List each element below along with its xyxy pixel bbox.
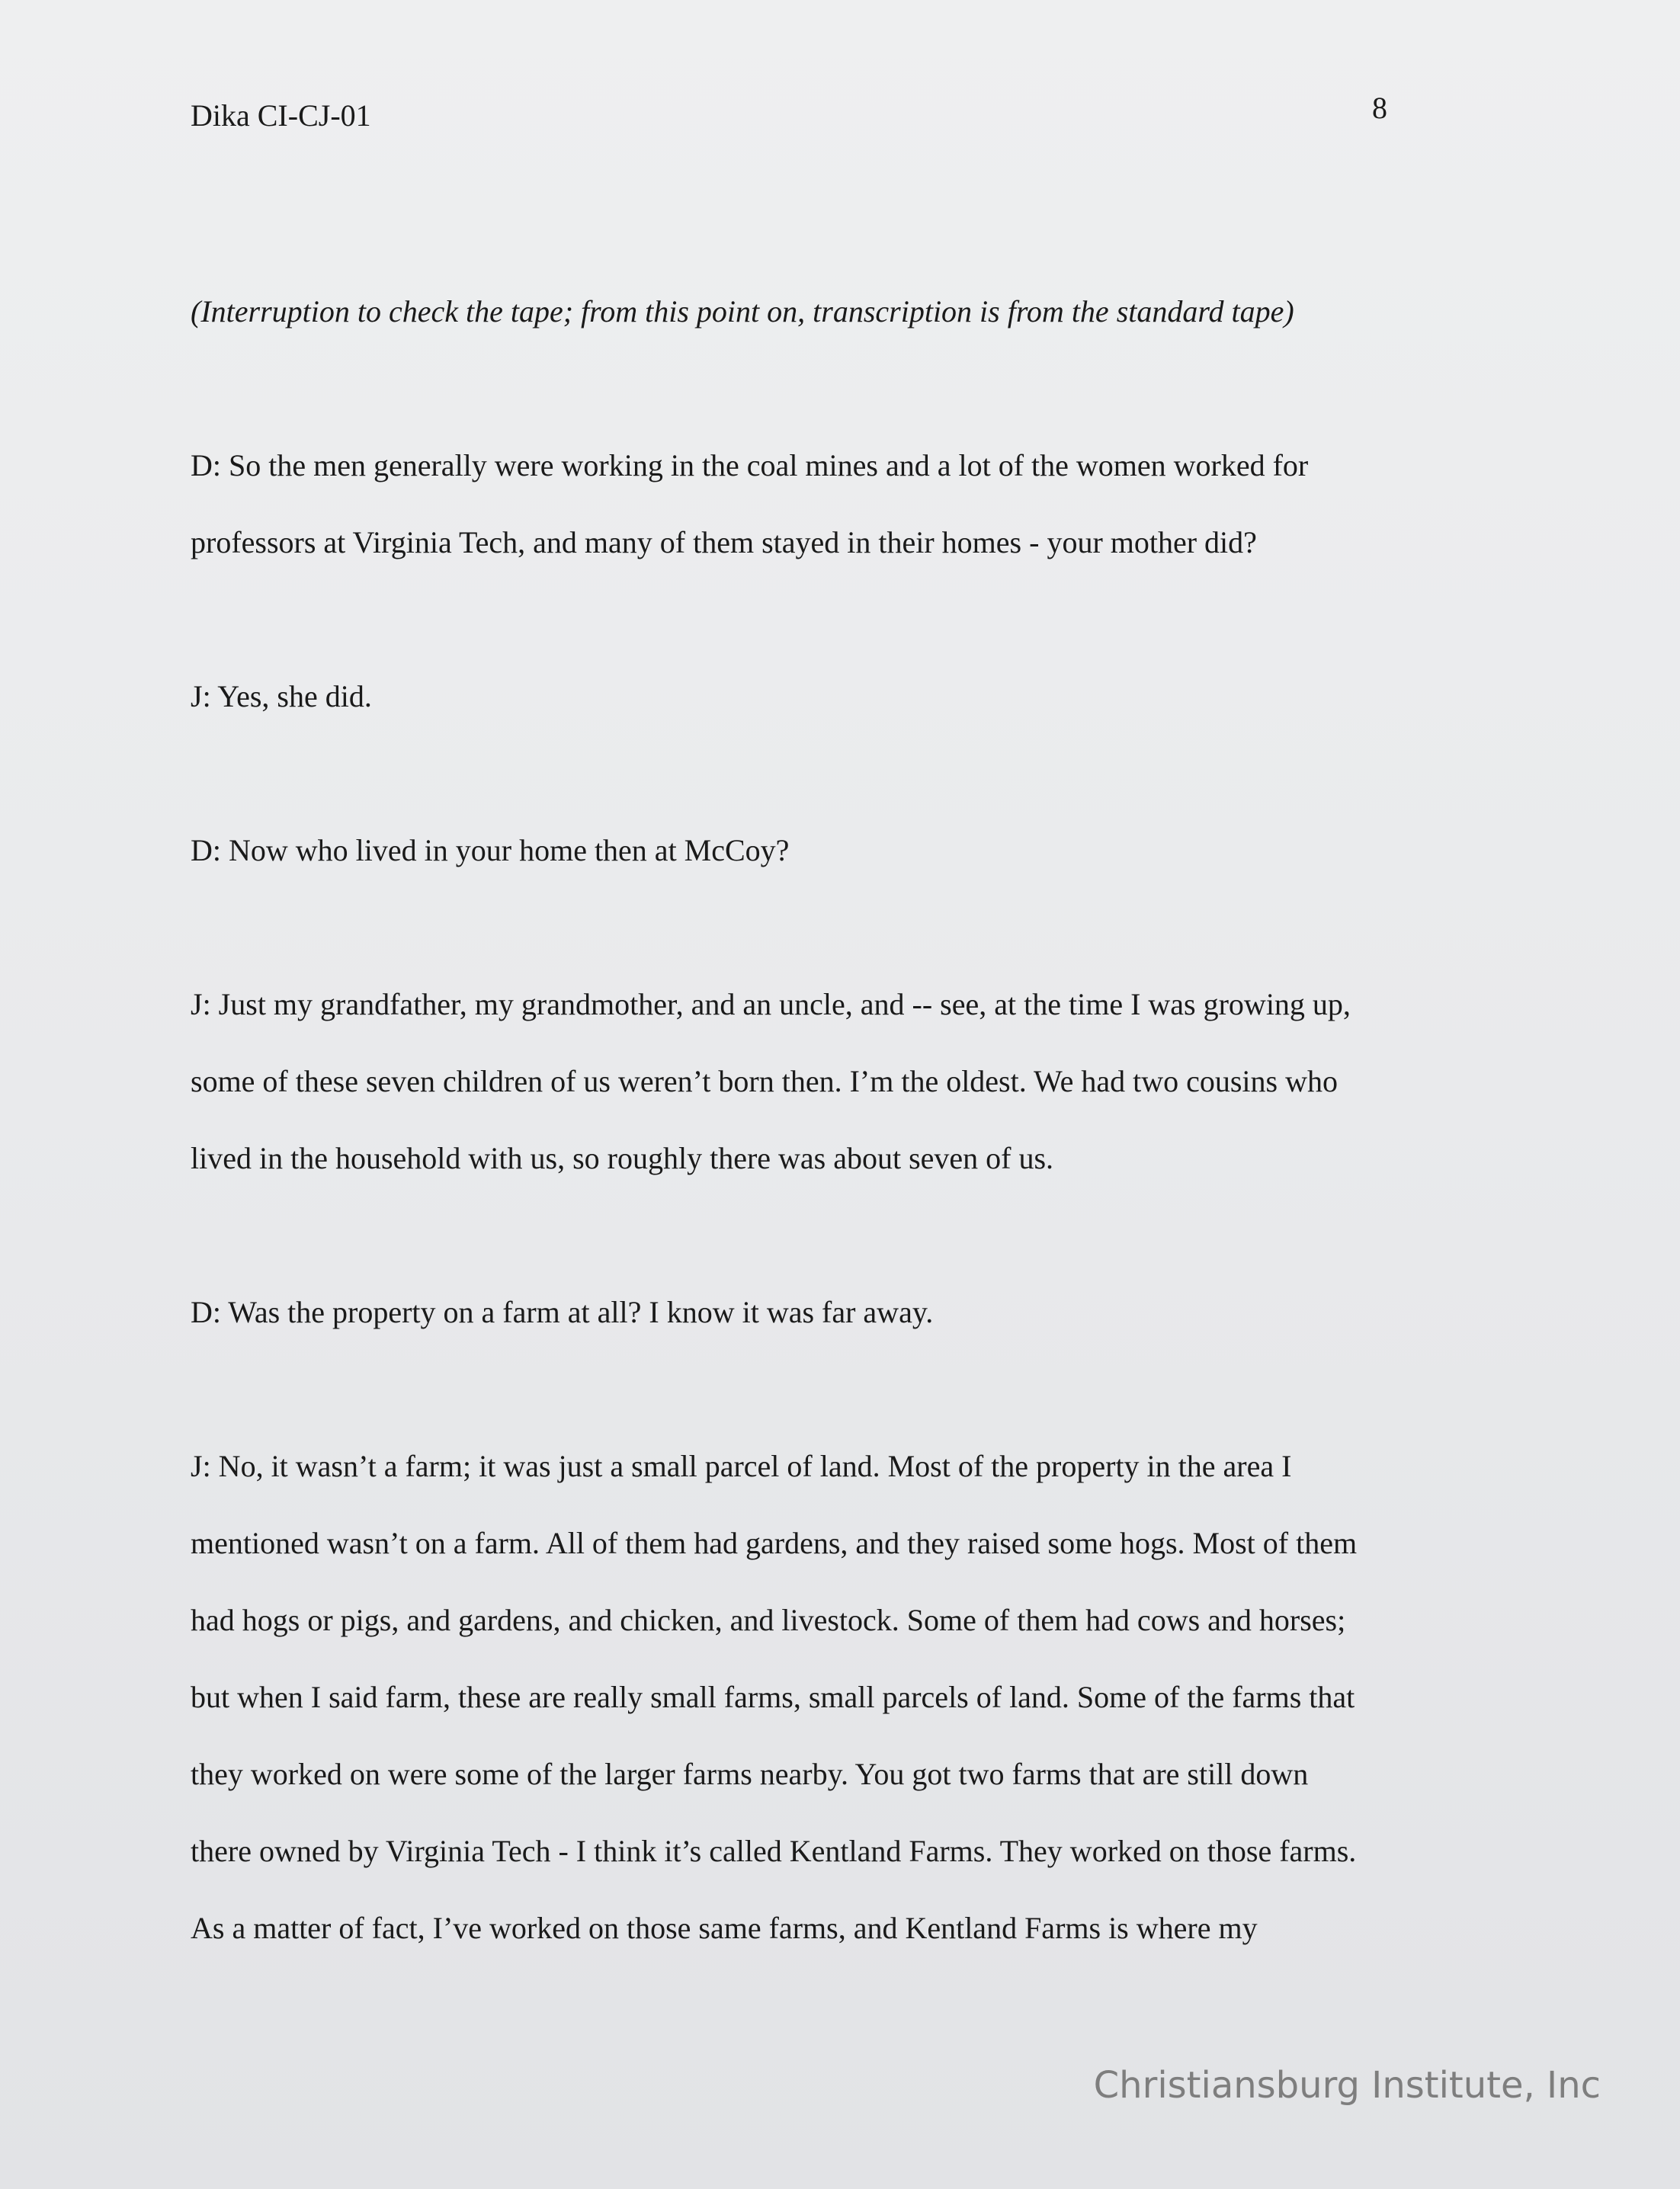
transcript-paragraph-6 [191,1428,1532,1966]
paragraph-gap [191,1351,1532,1428]
transcript-paragraph-5 [191,1274,1532,1351]
transcript-line: D: Was the property on a farm at all? I know it was far away. [191,1295,934,1329]
transcript-line: they worked on were some of the larger farms nearby. You got two farms that are still down [191,1757,1309,1791]
transcript-line: J: Just my grandfather, my grandmother, and an uncle, and -- see, at the time I was growing up, [191,987,1351,1021]
transcript-line: J: No, it wasn’t a farm; it was just a small parcel of land. Most of the property in the area I [191,1449,1292,1483]
transcript-paragraph-1 [191,427,1532,581]
transcript-paragraph-3 [191,812,1532,889]
transcript-line: had hogs or pigs, and gardens, and chicken, and livestock. Some of them had cows and horses; [191,1603,1346,1637]
transcript-line: some of these seven children of us weren’t born then. I’m the oldest. We had two cousins who [191,1064,1338,1098]
transcript-line: there owned by Virginia Tech - I think it’s called Kentland Farms. They worked on those farms. [191,1834,1357,1868]
transcript-paragraph-4 [191,966,1532,1197]
transcript-line: mentioned wasn’t on a farm. All of them had gardens, and they raised some hogs. Most of them [191,1526,1358,1560]
transcript-line: professors at Virginia Tech, and many of them stayed in their homes - your mother did? [191,525,1257,559]
transcript-line: D: So the men generally were working in the coal mines and a lot of the women worked for [191,448,1309,482]
transcript-line: As a matter of fact, I’ve worked on those same farms, and Kentland Farms is where my [191,1911,1258,1945]
transcript-line: D: Now who lived in your home then at McCoy? [191,833,790,867]
document-id-label: Dika CI-CJ-01 [191,98,371,133]
paragraph-gap [191,1197,1532,1274]
paragraph-gap [191,735,1532,812]
transcript-line: lived in the household with us, so roughly there was about seven of us. [191,1141,1054,1175]
paragraph-gap [191,350,1532,427]
transcript-body [191,273,1532,1966]
tape-interruption-note: (Interruption to check the tape; from this point on, transcription is from the standard tape) [191,294,1294,329]
transcript-line: but when I said farm, these are really small farms, small parcels of land. Some of the farms that [191,1680,1355,1714]
page-number: 8 [1372,91,1387,125]
transcript-paragraph-2 [191,658,1532,735]
watermark-text: Christiansburg Institute, Inc [1093,2064,1601,2107]
transcript-line: J: Yes, she did. [191,679,372,713]
paragraph-gap [191,889,1532,966]
paragraph-gap [191,581,1532,658]
